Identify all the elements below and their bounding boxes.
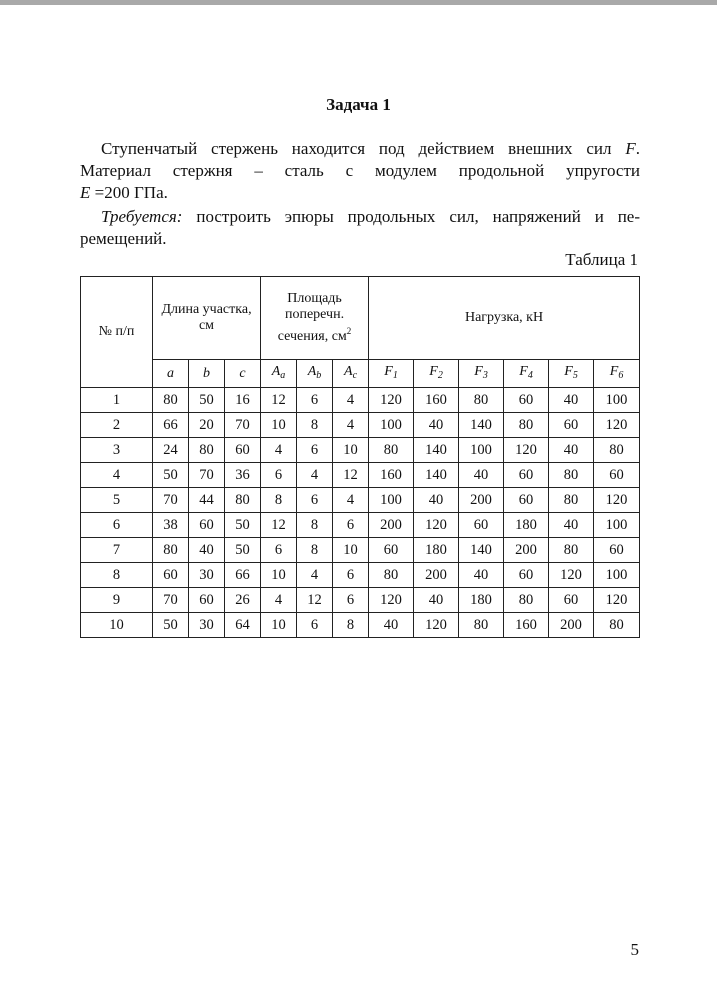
table-cell: 12 — [261, 388, 297, 413]
table-cell: 80 — [504, 413, 549, 438]
table-cell: 30 — [189, 613, 225, 638]
table-cell: 80 — [594, 438, 640, 463]
table-cell: 80 — [189, 438, 225, 463]
table-cell: 10 — [333, 438, 369, 463]
table-row — [81, 438, 640, 463]
table-cell: 70 — [189, 463, 225, 488]
table-cell: 60 — [189, 513, 225, 538]
row-number-cell: 10 — [81, 613, 153, 638]
table-cell: 8 — [297, 413, 333, 438]
table-cell: 120 — [414, 613, 459, 638]
table-cell: 80 — [369, 438, 414, 463]
table-cell: 140 — [414, 438, 459, 463]
table-cell: 4 — [297, 563, 333, 588]
table-cell: 4 — [333, 413, 369, 438]
header-load: Нагрузка, кН — [369, 277, 640, 360]
requirement-label: Требуется: — [101, 207, 183, 226]
table-cell: 50 — [153, 463, 189, 488]
table-cell: 100 — [594, 563, 640, 588]
table-row — [81, 463, 640, 488]
table-cell: 6 — [333, 513, 369, 538]
table-cell: 60 — [504, 488, 549, 513]
table-cell: 60 — [369, 538, 414, 563]
table-cell: 60 — [504, 388, 549, 413]
table-cell: 60 — [594, 463, 640, 488]
table-cell: 60 — [459, 513, 504, 538]
requirement-line-2: ремещений. — [80, 229, 167, 248]
table-cell: 200 — [549, 613, 594, 638]
table-cell: 70 — [225, 413, 261, 438]
table-cell: 40 — [549, 513, 594, 538]
table-cell: 6 — [261, 538, 297, 563]
table-row — [81, 413, 640, 438]
subheader-aa: $A_a$ — [261, 360, 297, 388]
table-cell: 66 — [225, 563, 261, 588]
table-cell: 10 — [261, 613, 297, 638]
table-body — [81, 388, 640, 638]
table-cell: 140 — [459, 413, 504, 438]
table-cell: 140 — [459, 538, 504, 563]
table-cell: 6 — [297, 438, 333, 463]
table-cell: 20 — [189, 413, 225, 438]
table-cell: 80 — [153, 538, 189, 563]
table-row — [81, 388, 640, 413]
table-cell: 180 — [414, 538, 459, 563]
subheader-f2: $F_2$ — [414, 360, 459, 388]
table-cell: 66 — [153, 413, 189, 438]
table-cell: 120 — [369, 588, 414, 613]
table-cell: 60 — [594, 538, 640, 563]
subheader-row — [81, 360, 640, 388]
table-row — [81, 538, 640, 563]
table-cell: 60 — [153, 563, 189, 588]
table-cell: 200 — [459, 488, 504, 513]
subheader-b: b — [189, 360, 225, 388]
row-number-cell: 9 — [81, 588, 153, 613]
statement-line-3: E =200 ГПа. — [80, 183, 168, 202]
table-cell: 40 — [459, 563, 504, 588]
table-cell: 6 — [333, 563, 369, 588]
table-cell: 80 — [549, 463, 594, 488]
variants-table — [80, 276, 640, 638]
table-cell: 40 — [414, 588, 459, 613]
table-cell: 8 — [333, 613, 369, 638]
table-cell: 80 — [153, 388, 189, 413]
table-cell: 12 — [297, 588, 333, 613]
table-cell: 12 — [261, 513, 297, 538]
table-cell: 4 — [333, 388, 369, 413]
table-cell: 100 — [594, 388, 640, 413]
header-area: Площадь поперечн. сечения, $см^2$ — [261, 277, 369, 360]
row-number-cell: 7 — [81, 538, 153, 563]
table-cell: 80 — [549, 488, 594, 513]
table-cell: 6 — [297, 388, 333, 413]
top-border-bar — [0, 0, 717, 5]
table-cell: 4 — [333, 488, 369, 513]
table-cell: 80 — [225, 488, 261, 513]
table-cell: 24 — [153, 438, 189, 463]
table-cell: 50 — [189, 388, 225, 413]
table-cell: 80 — [594, 613, 640, 638]
table-cell: 4 — [261, 438, 297, 463]
table-cell: 140 — [414, 463, 459, 488]
table-cell: 50 — [153, 613, 189, 638]
table-cell: 100 — [594, 513, 640, 538]
table-cell: 40 — [369, 613, 414, 638]
table-cell: 4 — [297, 463, 333, 488]
problem-statement — [80, 138, 640, 204]
table-row — [81, 588, 640, 613]
table-cell: 16 — [225, 388, 261, 413]
table-cell: 120 — [594, 413, 640, 438]
subheader-f1: $F_1$ — [369, 360, 414, 388]
table-cell: 160 — [414, 388, 459, 413]
table-cell: 60 — [504, 463, 549, 488]
problem-title: Задача 1 — [326, 95, 391, 114]
table-cell: 70 — [153, 488, 189, 513]
row-number-cell: 5 — [81, 488, 153, 513]
table-cell: 30 — [189, 563, 225, 588]
table-cell: 36 — [225, 463, 261, 488]
table-cell: 200 — [369, 513, 414, 538]
statement-line-1: Ступенчатый стержень находится под действием внешних сил F. — [101, 139, 641, 158]
subheader-f3: $F_3$ — [459, 360, 504, 388]
statement-line-2: Материал стержня – сталь с модулем продольной упругости — [80, 161, 640, 180]
table-cell: 40 — [459, 463, 504, 488]
table-cell: 200 — [504, 538, 549, 563]
subheader-f4: $F_4$ — [504, 360, 549, 388]
requirement-line-1: Требуется: построить эпюры продольных сил, напряжений и пе- — [101, 207, 641, 226]
table-cell: 70 — [153, 588, 189, 613]
table-cell: 40 — [414, 413, 459, 438]
table-cell: 100 — [459, 438, 504, 463]
table-cell: 120 — [504, 438, 549, 463]
page-number: 5 — [630, 940, 639, 959]
table-cell: 6 — [333, 588, 369, 613]
table-cell: 120 — [594, 588, 640, 613]
table-row — [81, 488, 640, 513]
header-length: Длина участка, см — [153, 277, 261, 360]
subheader-ab: $A_b$ — [297, 360, 333, 388]
table-cell: 60 — [549, 413, 594, 438]
table-cell: 80 — [549, 538, 594, 563]
subheader-a: a — [153, 360, 189, 388]
table-cell: 120 — [549, 563, 594, 588]
header-number: № п/п — [81, 277, 153, 388]
table-cell: 6 — [297, 613, 333, 638]
subheader-f6: $F_6$ — [594, 360, 640, 388]
table-cell: 60 — [549, 588, 594, 613]
table-cell: 80 — [459, 388, 504, 413]
table-cell: 44 — [189, 488, 225, 513]
table-cell: 40 — [414, 488, 459, 513]
table-cell: 120 — [369, 388, 414, 413]
table-cell: 50 — [225, 538, 261, 563]
table-cell: 8 — [261, 488, 297, 513]
table-cell: 40 — [189, 538, 225, 563]
row-number-cell: 6 — [81, 513, 153, 538]
row-number-cell: 1 — [81, 388, 153, 413]
table-cell: 80 — [459, 613, 504, 638]
subheader-c: c — [225, 360, 261, 388]
table-row — [81, 513, 640, 538]
subheader-ac: $A_c$ — [333, 360, 369, 388]
table-cell: 60 — [189, 588, 225, 613]
table-cell: 40 — [549, 438, 594, 463]
table-cell: 160 — [504, 613, 549, 638]
table-cell: 6 — [297, 488, 333, 513]
row-number-cell: 8 — [81, 563, 153, 588]
table-cell: 200 — [414, 563, 459, 588]
table-cell: 4 — [261, 588, 297, 613]
modulus-symbol: E — [80, 183, 91, 202]
row-number-cell: 4 — [81, 463, 153, 488]
table-cell: 38 — [153, 513, 189, 538]
table-cell: 100 — [369, 488, 414, 513]
table-cell: 8 — [297, 513, 333, 538]
table-cell: 10 — [333, 538, 369, 563]
row-number-cell: 3 — [81, 438, 153, 463]
table-caption: Таблица 1 — [565, 250, 638, 269]
table-cell: 50 — [225, 513, 261, 538]
table-cell: 120 — [414, 513, 459, 538]
table-cell: 180 — [504, 513, 549, 538]
table-cell: 60 — [225, 438, 261, 463]
table-cell: 160 — [369, 463, 414, 488]
table-cell: 10 — [261, 563, 297, 588]
table-row — [81, 563, 640, 588]
requirement-statement — [80, 206, 640, 250]
table-cell: 6 — [261, 463, 297, 488]
table-cell: 180 — [459, 588, 504, 613]
table-cell: 40 — [549, 388, 594, 413]
table-cell: 60 — [504, 563, 549, 588]
table-cell: 80 — [504, 588, 549, 613]
table-cell: 80 — [369, 563, 414, 588]
table-row — [81, 613, 640, 638]
table-cell: 26 — [225, 588, 261, 613]
row-number-cell: 2 — [81, 413, 153, 438]
table-cell: 8 — [297, 538, 333, 563]
subheader-f5: $F_5$ — [549, 360, 594, 388]
table-cell: 100 — [369, 413, 414, 438]
force-symbol: F — [625, 139, 636, 158]
table-cell: 12 — [333, 463, 369, 488]
table-cell: 64 — [225, 613, 261, 638]
table-cell: 10 — [261, 413, 297, 438]
table-cell: 120 — [594, 488, 640, 513]
